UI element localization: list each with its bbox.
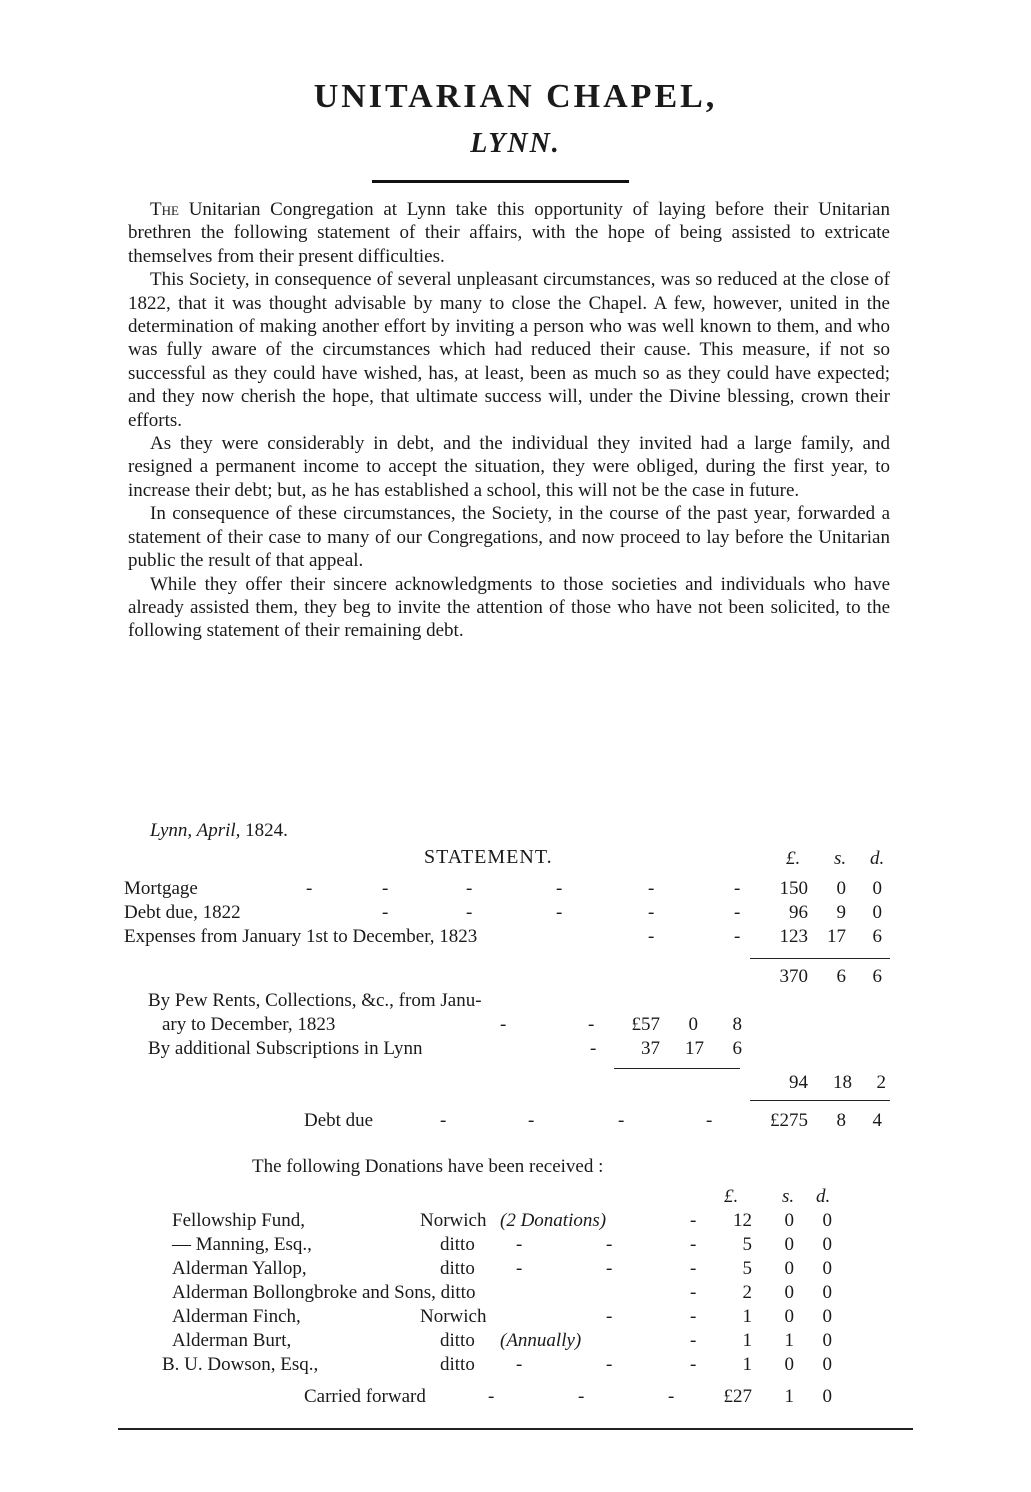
intro-paragraph-5: While they offer their sincere acknowledgments to those societies and individuals who have already assisted them, they beg to invite the attention of those who have not been solicited, to the following statement of their remaining debt. xyxy=(128,573,890,642)
debt-due-pence: 4 xyxy=(872,1110,882,1131)
donation-donor: Alderman Bollongbroke and Sons, ditto xyxy=(172,1282,476,1303)
dateline-place: Lynn, April, xyxy=(150,820,241,841)
leader-dash: - xyxy=(618,1110,625,1131)
statement-row-pounds: 150 xyxy=(779,878,808,899)
leader-dash: - xyxy=(690,1210,697,1231)
leader-dash: - xyxy=(516,1258,523,1279)
donation-donor: Alderman Finch, xyxy=(172,1306,301,1327)
leader-dash: - xyxy=(606,1306,613,1327)
donation-shillings: 0 xyxy=(784,1234,794,1255)
carried-forward-pounds: £27 xyxy=(723,1386,752,1407)
intro-text xyxy=(128,198,890,643)
page-subtitle: LYNN. xyxy=(470,128,561,159)
leader-dash: - xyxy=(516,1234,523,1255)
leader-dash: - xyxy=(734,902,741,923)
intro-paragraph-3: As they were considerably in debt, and the individual they invited had a large family, and resigned a permanent income to accept the situation, they were obliged, during the first year, to increase their debt; but, as he has established a school, this will not be the case in future. xyxy=(128,433,890,501)
statement-total-shillings: 6 xyxy=(836,966,846,987)
statement-row-label: Expenses from January 1st to December, 1823 xyxy=(124,926,478,947)
leader-dash: - xyxy=(382,902,389,923)
intro-paragraph-1 xyxy=(128,198,890,268)
donation-shillings: 0 xyxy=(784,1306,794,1327)
donation-pounds: 1 xyxy=(742,1354,752,1375)
donation-note: (Annually) xyxy=(500,1330,582,1351)
leader-dash: - xyxy=(500,1014,507,1035)
leader-dash: - xyxy=(306,878,313,899)
credit-total-shillings: 18 xyxy=(833,1072,852,1093)
credit-total-rule xyxy=(750,1100,890,1101)
credit-label: By additional Subscriptions in Lynn xyxy=(148,1038,423,1059)
donation-pence: 0 xyxy=(822,1330,832,1351)
donation-pence: 0 xyxy=(822,1258,832,1279)
donation-donor: — Manning, Esq., xyxy=(172,1234,312,1255)
credit-shillings: 0 xyxy=(688,1014,698,1035)
donation-pounds: 2 xyxy=(742,1282,752,1303)
statement-row-pence: 0 xyxy=(872,902,882,923)
leader-dash: - xyxy=(648,926,655,947)
donation-donor: Fellowship Fund, xyxy=(172,1210,306,1231)
donation-shillings: 0 xyxy=(784,1258,794,1279)
leader-dash: - xyxy=(382,878,389,899)
leader-dash: - xyxy=(556,878,563,899)
leader-dash: - xyxy=(648,902,655,923)
dateline xyxy=(150,820,288,842)
statement-row-shillings: 9 xyxy=(836,902,846,923)
donations-heading: The following Donations have been received : xyxy=(252,1156,604,1177)
donation-pounds: 5 xyxy=(742,1258,752,1279)
leader-dash: - xyxy=(690,1234,697,1255)
statement-heading: STATEMENT. xyxy=(424,846,553,868)
donation-place: Norwich xyxy=(420,1210,487,1231)
leader-dash: - xyxy=(690,1282,697,1303)
leader-dash: - xyxy=(528,1110,535,1131)
statement-total-pounds: 370 xyxy=(779,966,808,987)
donation-shillings: 1 xyxy=(784,1330,794,1351)
lead-word: The xyxy=(150,199,179,220)
donation-pounds: 1 xyxy=(742,1306,752,1327)
statement-total-pence: 6 xyxy=(872,966,882,987)
leader-dash: - xyxy=(606,1258,613,1279)
subtotal-rule xyxy=(750,958,890,959)
leader-dash: - xyxy=(606,1234,613,1255)
donation-shillings: 0 xyxy=(784,1354,794,1375)
statement-row-label: Mortgage xyxy=(124,878,198,899)
credit-label-line2: ary to December, 1823 xyxy=(162,1014,336,1035)
statement-header-pounds: £. xyxy=(786,848,801,869)
credit-rule xyxy=(614,1068,740,1069)
donation-place: ditto xyxy=(440,1354,475,1375)
donation-pounds: 1 xyxy=(742,1330,752,1351)
debt-due-pounds: £275 xyxy=(770,1110,808,1131)
donation-place: ditto xyxy=(440,1258,475,1279)
donation-shillings: 0 xyxy=(784,1282,794,1303)
donation-pence: 0 xyxy=(822,1282,832,1303)
donation-donor: Alderman Burt, xyxy=(172,1330,292,1351)
leader-dash: - xyxy=(590,1038,597,1059)
leader-dash: - xyxy=(440,1110,447,1131)
leader-dash: - xyxy=(588,1014,595,1035)
credit-pounds: £57 xyxy=(631,1014,660,1035)
credit-shillings: 17 xyxy=(685,1038,704,1059)
donation-note: (2 Donations) xyxy=(500,1210,607,1231)
statement-row-label: Debt due, 1822 xyxy=(124,902,241,923)
leader-dash: - xyxy=(466,878,473,899)
donation-donor: B. U. Dowson, Esq., xyxy=(162,1354,319,1375)
leader-dash: - xyxy=(488,1386,495,1407)
donation-place: Norwich xyxy=(420,1306,487,1327)
donations-header-pence: d. xyxy=(816,1186,831,1207)
leader-dash: - xyxy=(690,1258,697,1279)
carried-forward-label: Carried forward xyxy=(304,1386,426,1407)
leader-dash: - xyxy=(578,1386,585,1407)
leader-dash: - xyxy=(734,878,741,899)
statement-row-pounds: 96 xyxy=(789,902,808,923)
donation-pence: 0 xyxy=(822,1234,832,1255)
leader-dash: - xyxy=(690,1306,697,1327)
donation-place: ditto xyxy=(440,1330,475,1351)
statement-row-pounds: 123 xyxy=(779,926,808,947)
statement-row-shillings: 17 xyxy=(827,926,846,947)
donations-header-shillings: s. xyxy=(782,1186,795,1207)
donation-shillings: 0 xyxy=(784,1210,794,1231)
leader-dash: - xyxy=(556,902,563,923)
donation-pence: 0 xyxy=(822,1354,832,1375)
donation-pounds: 12 xyxy=(733,1210,752,1231)
carried-forward-pence: 0 xyxy=(822,1386,832,1407)
donation-pounds: 5 xyxy=(742,1234,752,1255)
leader-dash: - xyxy=(706,1110,713,1131)
leader-dash: - xyxy=(516,1354,523,1375)
debt-due-shillings: 8 xyxy=(836,1110,846,1131)
statement-header-pence: d. xyxy=(870,848,885,869)
leader-dash: - xyxy=(734,926,741,947)
donation-place: ditto xyxy=(440,1234,475,1255)
credit-pence: 8 xyxy=(732,1014,742,1035)
leader-dash: - xyxy=(668,1386,675,1407)
statement-row-shillings: 0 xyxy=(836,878,846,899)
intro-paragraph-2: This Society, in consequence of several unpleasant circumstances, was so reduced at the close of 1822, that it was thought advisable by many to close the Chapel. A few, however, united in the determination of making another effort by inviting a person who was well known to them, and who was fully aware of the circumstances which had reduced their cause. This measure, if not so successful as they could have wished, has, at least, been as much so as they could have expected; and they now cherish the hope, that ultimate success will, under the Divine blessing, crown their efforts. xyxy=(128,269,890,431)
page-title: UNITARIAN CHAPEL, xyxy=(313,78,718,115)
intro-paragraph-4: In consequence of these circumstances, the Society, in the course of the past year, forwarded a statement of their case to many of our Congregations, and now proceed to lay before the Unitarian public the result of that appeal. xyxy=(128,503,890,572)
title-rule xyxy=(372,180,629,183)
statement-row-pence: 6 xyxy=(872,926,882,947)
leader-dash: - xyxy=(690,1330,697,1351)
leader-dash: - xyxy=(606,1354,613,1375)
donations-header-pounds: £. xyxy=(724,1186,739,1207)
credit-total-pence: 2 xyxy=(876,1072,886,1093)
credit-pence: 6 xyxy=(732,1038,742,1059)
donation-donor: Alderman Yallop, xyxy=(172,1258,307,1279)
carried-forward-shillings: 1 xyxy=(784,1386,794,1407)
donation-pence: 0 xyxy=(822,1210,832,1231)
leader-dash: - xyxy=(690,1354,697,1375)
leader-dash: - xyxy=(648,878,655,899)
debt-due-label: Debt due xyxy=(304,1110,374,1131)
statement-header-shillings: s. xyxy=(834,848,847,869)
donation-pence: 0 xyxy=(822,1306,832,1327)
statement-row-pence: 0 xyxy=(872,878,882,899)
leader-dash: - xyxy=(466,902,473,923)
dateline-year: 1824. xyxy=(245,820,288,841)
credit-label-line1: By Pew Rents, Collections, &c., from Janu- xyxy=(148,990,482,1011)
intro-paragraph-1-text: Unitarian Congregation at Lynn take this opportunity of laying before their Unitarian brethren the following statement of their affairs, with the hope of being assisted to extricate themselves from their present difficulties. xyxy=(128,199,890,267)
credit-total-pounds: 94 xyxy=(789,1072,808,1093)
bottom-rule xyxy=(118,1428,913,1430)
credit-pounds: 37 xyxy=(641,1038,660,1059)
